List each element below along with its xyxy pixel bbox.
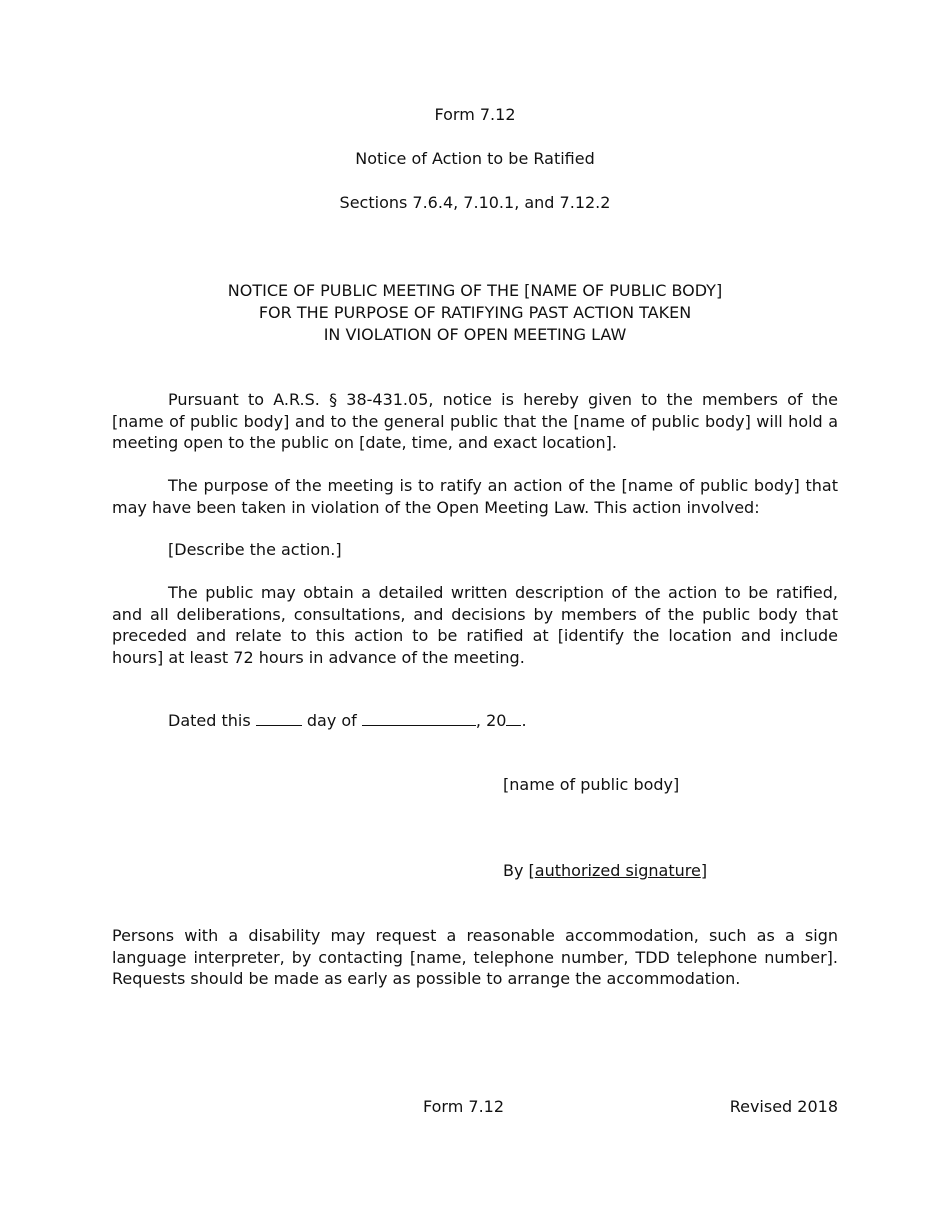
public-body-name: [name of public body] (503, 775, 680, 794)
by-label: By (503, 861, 524, 880)
form-number-heading: Form 7.12 (434, 105, 516, 124)
month-blank (362, 711, 476, 726)
notice-title-line-2: FOR THE PURPOSE OF RATIFYING PAST ACTION TAKEN (258, 303, 692, 322)
paragraph-public-access: The public may obtain a detailed written description of the action to be ratified, and all deliberations, consultations, and decisions by members of the public body that preceded and relate to this action to be ratified at [identify the location and include hours] at least 72 hours in advance of the meeting. (112, 583, 838, 667)
year-prefix: , 20 (475, 711, 507, 730)
day-blank (256, 711, 302, 726)
dated-suffix: . (521, 711, 527, 730)
signature-line (503, 860, 707, 882)
accommodation-notice: Persons with a disability may request a reasonable accommodation, such as a sign language interpreter, by contacting [name, telephone number, TDD telephone number]. Requests should be made as early as possible to arrange the accommodation. (112, 926, 838, 988)
notice-title-line-3: IN VIOLATION OF OPEN MEETING LAW (323, 325, 627, 344)
year-blank (506, 711, 521, 726)
dated-prefix: Dated this (168, 711, 251, 730)
dated-line (168, 710, 527, 732)
paragraph-purpose: The purpose of the meeting is to ratify an action of the [name of public body] that may have been taken in violation of the Open Meeting Law. This action involved: (112, 476, 838, 517)
footer-form-number: Form 7.12 (423, 1097, 505, 1116)
notice-title-line-1: NOTICE OF PUBLIC MEETING OF THE [NAME OF PUBLIC BODY] (227, 281, 723, 300)
dated-middle: day of (306, 711, 357, 730)
form-title: Notice of Action to be Ratified (355, 149, 595, 168)
signature-close-bracket: ] (700, 861, 708, 880)
paragraph-describe-action: [Describe the action.] (168, 540, 342, 559)
authorized-signature: [authorized signature (528, 861, 701, 880)
paragraph-notice: Pursuant to A.R.S. § 38-431.05, notice is hereby given to the members of the [name of public body] and to the general public that the [name of public body] will hold a meeting open to the public on [date, time, and exact location]. (112, 390, 838, 452)
footer-revised: Revised 2018 (729, 1097, 838, 1116)
sections-reference: Sections 7.6.4, 7.10.1, and 7.12.2 (339, 193, 611, 212)
